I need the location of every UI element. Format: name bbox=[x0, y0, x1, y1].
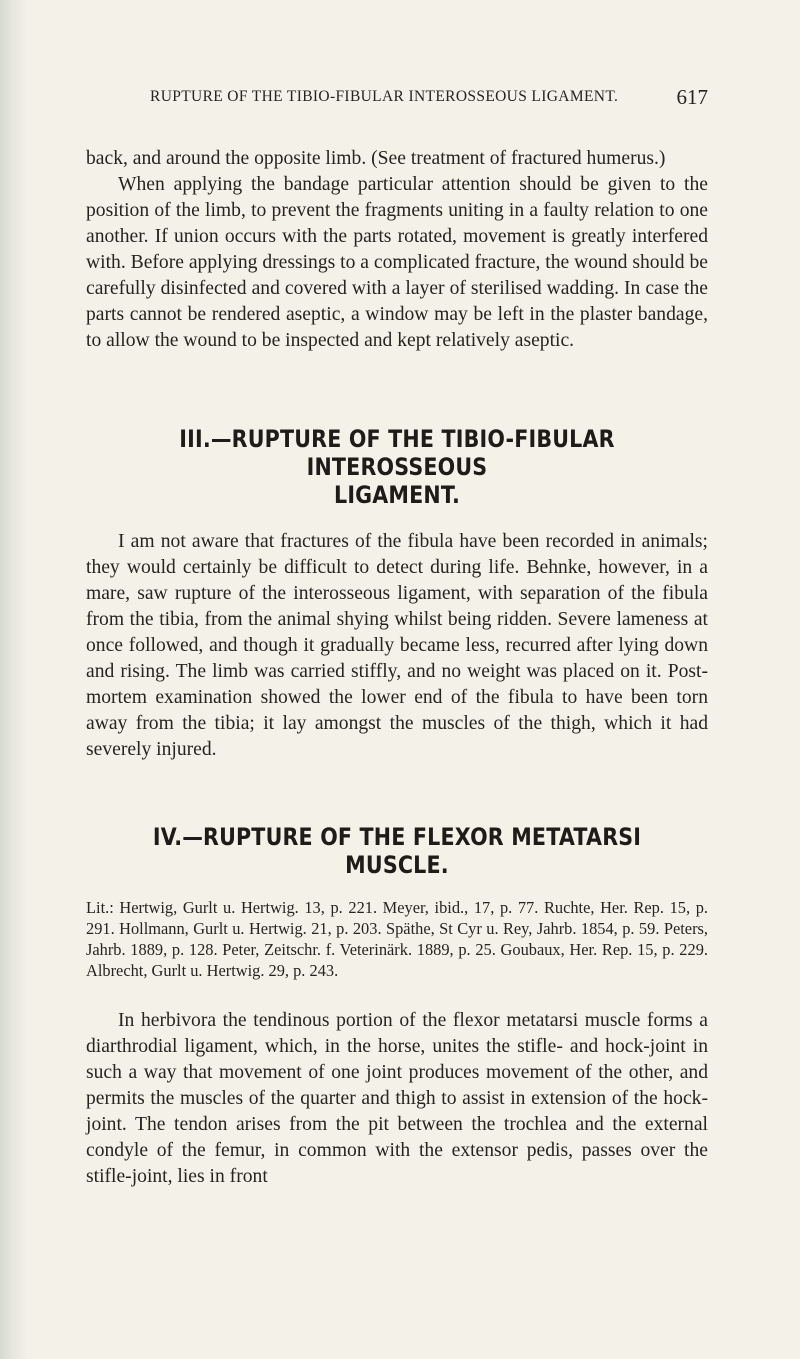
body-paragraph-bandage: When applying the bandage particular attention should be given to the position of the limb, to prevent the fragments uniting in a faulty relation to one another. If union occurs with the parts rotated, movement is greatly interfered with. Before applying dressings to a complicated fracture, the wound should be carefully disinfected and covered with a layer of sterilised wadding. In case the parts cannot be rendered aseptic, a window may be left in the plaster bandage, to allow the wound to be inspected and kept relatively aseptic. bbox=[86, 174, 708, 351]
section-iv-paragraph: In herbivora the tendinous portion of the flexor metatarsi muscle forms a diarthrodial ligament, which, in the horse, unites the stifle- and hock-joint in such a way that movement of one joint produces movement of the other, and permits the muscles of the quarter and thigh to assist in extension of the hock-joint. The tendon arises from the pit between the trochlea and the external condyle of the femur, in common with the extensor pedis, passes over the stifle-joint, lies in front bbox=[86, 1010, 708, 1187]
section-heading-iv: IV.—RUPTURE OF THE FLEXOR METATARSI MUSCLE. bbox=[152, 823, 642, 879]
book-page bbox=[86, 85, 708, 1190]
literature-references: Lit.: Hertwig, Gurlt u. Hertwig. 13, p. 221. Meyer, ibid., 17, p. 77. Ruchte, Her. Rep. 15, p. 291. Hollmann, Gurlt u. Hertwig. 21, p. 203. Späthe, St Cyr u. Rey, Jahrb. 1854, p. 59. Peters, Jahrb. 1889, p. 128. Peter, Zeitschr. f. Veterinärk. 1889, p. 25. Goubaux, Her. Rep. 15, p. 229. Albrecht, Gurlt u. Hertwig. 29, p. 243. bbox=[86, 898, 708, 980]
running-title: RUPTURE OF THE TIBIO-FIBULAR INTEROSSEOUS LIGAMENT. bbox=[150, 88, 619, 105]
scanned-binding-edge bbox=[0, 0, 28, 1359]
section-heading-iii bbox=[130, 425, 665, 509]
section-heading-iii-line1: III.—RUPTURE OF THE TIBIO-FIBULAR INTEROSSEOUS bbox=[179, 425, 615, 481]
section-heading-iii-line2: LIGAMENT. bbox=[333, 481, 460, 509]
body-paragraph-continued: back, and around the opposite limb. (See treatment of fractured humerus.) bbox=[86, 148, 666, 169]
running-header bbox=[86, 85, 708, 122]
page-number: 617 bbox=[676, 85, 708, 109]
section-iii-paragraph: I am not aware that fractures of the fibula have been recorded in animals; they would certainly be difficult to detect during life. Behnke, however, in a mare, saw rupture of the interosseous ligament, with separation of the fibula from the tibia, from the animal shying whilst being ridden. Severe lameness at once followed, and though it gradually became less, recurred after lying down and rising. The limb was carried stiffly, and no weight was placed on it. Post-mortem examination showed the lower end of the fibula to have been torn away from the tibia; it lay amongst the muscles of the thigh, which it had severely injured. bbox=[86, 531, 708, 760]
